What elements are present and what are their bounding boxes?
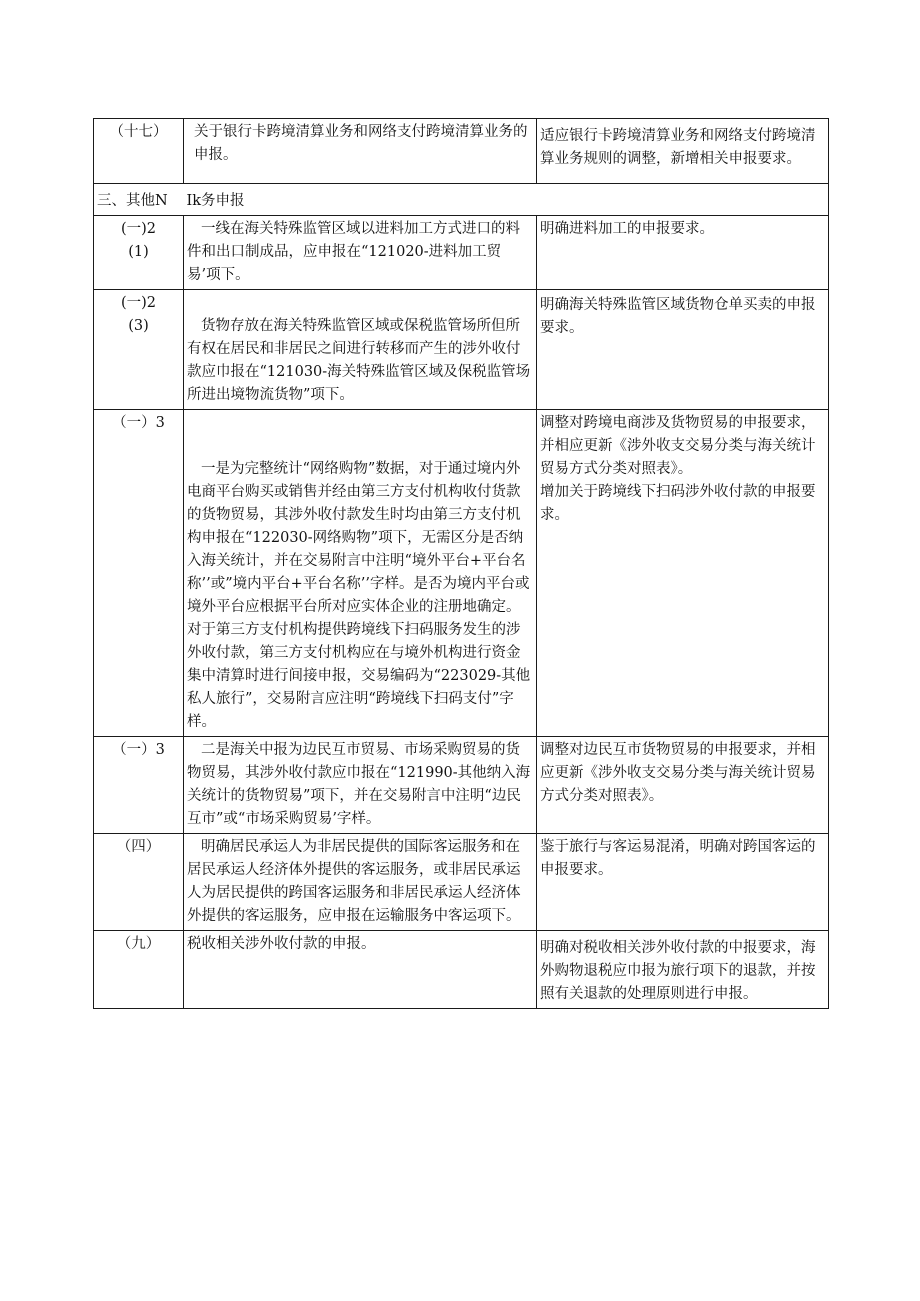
row-number: （九）: [94, 931, 184, 1009]
table-row: [94, 216, 829, 290]
row-number: （一）3: [94, 410, 184, 737]
declaration-table: [93, 118, 829, 1009]
row-number: （一）3: [94, 737, 184, 834]
row-number-main: (一)2: [120, 221, 157, 237]
table-row: [94, 931, 829, 1009]
row-content: [184, 290, 537, 410]
row-content: [184, 119, 537, 184]
row-content: 明确居民承运人为非居民提供的国际客运服务和在居民承运人经济体外提供的客运服务，或非居民承运人为居民提供的跨国客运服务和非居民承运人经济体外提供的客运服务，应申报在运输服务中客运项下。: [184, 834, 537, 931]
row-number: [94, 216, 184, 290]
section-label-rest: Ik务申报: [184, 184, 829, 216]
row-note: 明确海关特殊监管区域货物仓单买卖的申报要求。: [537, 290, 829, 410]
row-note: 明确进料加工的申报要求。: [537, 216, 829, 290]
table-row: [94, 737, 829, 834]
table-row: [94, 290, 829, 410]
row-note: 调整对边民互市货物贸易的申报要求，并相应更新《涉外收支交易分类与海关统计贸易方式分类对照表》。: [537, 737, 829, 834]
row-content: [184, 410, 537, 737]
row-number-sub: (1): [128, 244, 149, 260]
row-number: （十七）: [94, 119, 184, 184]
row-note-text-2: 增加关于跨境线下扫码涉外收付款的申报要求。: [540, 484, 816, 523]
table-row: [94, 410, 829, 737]
row-content-text: 货物存放在海关特殊监管区域或保税监管场所但所有权在居民和非居民之间进行转移而产生的涉外收付款应巾报在“121030-海关特殊监管区域及保税监管场所进出境物流货物”项下。: [187, 318, 531, 403]
section-row: [94, 184, 829, 216]
row-number: [94, 290, 184, 410]
table-row: [94, 834, 829, 931]
row-number: （四）: [94, 834, 184, 931]
row-note-text: 调整对跨境电商涉及货物贸易的申报要求，并相应更新《涉外收支交易分类与海关统计贸易方式分类对照表》。: [540, 415, 816, 477]
row-note: 鉴于旅行与客运易混淆，明确对跨国客运的申报要求。: [537, 834, 829, 931]
row-content: 税收相关涉外收付款的申报。: [184, 931, 537, 1009]
row-note: 明确对税收相关涉外收付款的中报要求，海外购物退税应巾报为旅行项下的退款，并按照有关退款的处理原则进行申报。: [537, 931, 829, 1009]
row-number-sub: (3): [128, 318, 149, 334]
section-label: 三、其他N: [94, 184, 184, 216]
row-content: 一线在海关特殊监管区域以进料加工方式进口的料件和出口制成品，应申报在“121020-进料加工贸易’项下。: [184, 216, 537, 290]
row-content: 二是海关中报为边民互市贸易、市场采购贸易的货物贸易，其涉外收付款应巾报在“121990-其他纳入海关统计的货物贸易”项下，并在交易附言中注明“边民互市”或“市场采购贸易’字样。: [184, 737, 537, 834]
row-note: [537, 410, 829, 737]
row-note: 适应银行卡跨境清算业务和网络支付跨境清算业务规则的调整，新增相关申报要求。: [537, 119, 829, 184]
row-content-text: 关于银行卡跨境清算业务和网络支付跨境清算业务的申报。: [194, 124, 528, 163]
row-number-main: (一)2: [120, 295, 157, 311]
table-row: [94, 119, 829, 184]
row-content-text: 一是为完整统计“网络购物”数据，对于通过境内外电商平台购买或销售并经由第三方支付机构收付货款的货物贸易，其涉外收付款发生时均由第三方支付机构申报在“122030-网络购物”项下，无需区分是否纳入海关统计，并在交易附言中注明“境外平台+平台名称’’或”境内平台+平台名称’’字样。是否为境内平台或境外平台应根据平台所对应实体企业的注册地确定。对于第三方支付机构提供跨境线下扫码服务发生的涉外收付款，第三方支付机构应在与境外机构进行资金集中清算时进行间接申报，交易编码为“223029-其他私人旅行”，交易附言应注明“跨境线下扫码支付”字样。: [187, 461, 531, 730]
